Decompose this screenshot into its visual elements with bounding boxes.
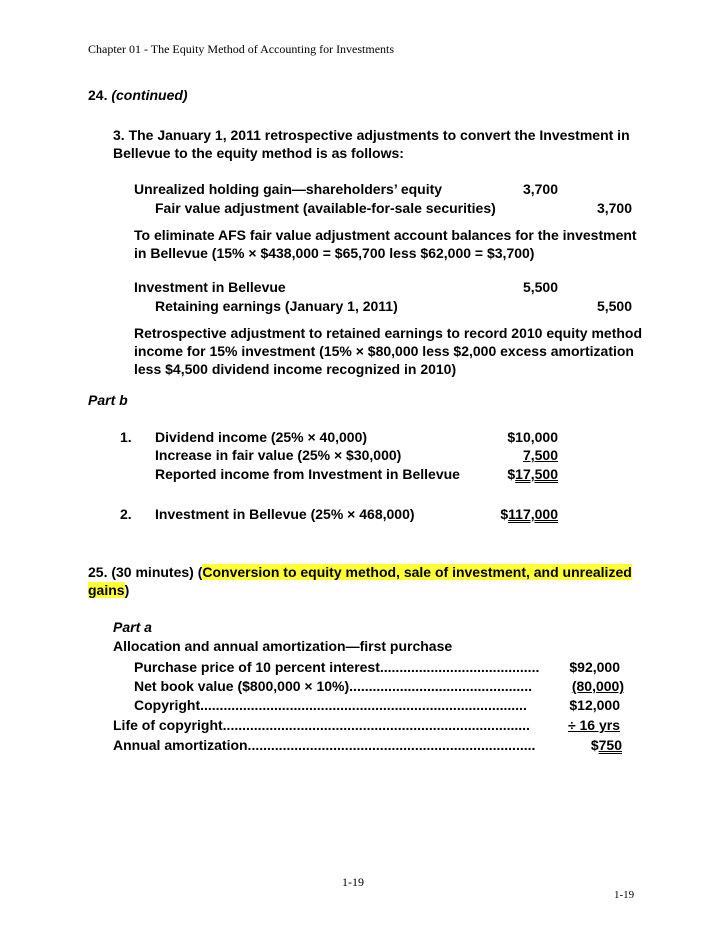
- item3-line1: 3. The January 1, 2011 retrospective adjustments to convert the Investment in: [113, 127, 630, 143]
- investment-bellevue-amount: [480, 505, 558, 523]
- entry2-credit-amount: 5,500: [596, 298, 632, 314]
- entry2-credit-label: Retaining earnings (January 1, 2011): [155, 298, 398, 314]
- part-b-label: Part b: [88, 392, 128, 408]
- copyright-label: Copyright....................................................................................: [134, 697, 527, 713]
- net-book-value-value: (80,000): [571, 678, 624, 694]
- fair-value-increase-label: Increase in fair value (25% × $30,000): [155, 447, 402, 463]
- entry1-credit-label: Fair value adjustment (available-for-sale securities): [155, 200, 496, 216]
- part-b-item1-number: 1.: [120, 429, 132, 445]
- net-book-value-label: Net book value ($800,000 × 10%)...............................................: [134, 678, 532, 694]
- entry2-note-line1: Retrospective adjustment to retained earnings to record 2010 equity method: [134, 325, 643, 341]
- annual-amortization-value: 750: [598, 737, 622, 753]
- annual-amortization-amount: [548, 736, 622, 754]
- problem-25-topic-cont: gains: [88, 582, 125, 598]
- problem-25-prefix: 25. (30 minutes) (: [88, 564, 203, 580]
- reported-income-label: Reported income from Investment in Bellevue: [155, 466, 460, 482]
- chapter-header: Chapter 01 - The Equity Method of Accounting for Investments: [88, 42, 395, 56]
- problem-24-heading: [88, 86, 188, 104]
- problem-25-suffix: ): [124, 582, 130, 598]
- problem-25-heading-line2: [88, 581, 129, 599]
- purchase-price-amount: $92,000: [569, 659, 620, 675]
- item3-line2: Bellevue to the equity method is as follows:: [113, 145, 404, 161]
- allocation-title: Allocation and annual amortization—first purchase: [113, 638, 453, 654]
- entry2-debit-label: Investment in Bellevue: [134, 279, 286, 295]
- continued-label: (continued): [111, 87, 188, 103]
- purchase-price-label: Purchase price of 10 percent interest.........................................: [134, 659, 540, 675]
- problem-number: 24.: [88, 87, 108, 103]
- entry1-note-line1: To eliminate AFS fair value adjustment account balances for the investment: [134, 227, 637, 243]
- investment-bellevue-value: 117,000: [508, 506, 558, 522]
- entry2-note-line3: less $4,500 dividend income recognized in 2010): [134, 361, 457, 377]
- dividend-income-label: Dividend income (25% × 40,000): [155, 429, 368, 445]
- part-a-label: Part a: [113, 619, 152, 635]
- annual-amortization-dollar: $: [590, 737, 599, 753]
- reported-income-value: 17,500: [515, 466, 558, 482]
- life-of-copyright-value: ÷ 16 yrs: [567, 717, 620, 733]
- reported-income-dollar: $: [507, 466, 516, 482]
- life-of-copyright-amount: [548, 716, 620, 734]
- reported-income-amount: [480, 465, 558, 483]
- entry1-note-line2: in Bellevue (15% × $438,000 = $65,700 less $62,000 = $3,700): [134, 245, 535, 261]
- entry2-note-line2: income for 15% investment (15% × $80,000 less $2,000 excess amortization: [134, 343, 634, 359]
- fair-value-increase-value: 7,500: [522, 447, 558, 463]
- page-number-center: 1-19: [342, 875, 364, 889]
- net-book-value-amount: [548, 677, 624, 695]
- entry1-debit-label: Unrealized holding gain—shareholders’ equity: [134, 181, 443, 197]
- problem-25-topic: Conversion to equity method, sale of investment, and unrealized: [202, 564, 632, 580]
- part-b-item2-number: 2.: [120, 506, 132, 522]
- dividend-income-amount: $10,000: [507, 429, 558, 445]
- page-number-right: 1-19: [614, 889, 635, 901]
- investment-bellevue-dollar: $: [500, 506, 509, 522]
- entry2-debit-amount: 5,500: [522, 279, 558, 295]
- copyright-amount: $12,000: [569, 697, 620, 713]
- investment-bellevue-label: Investment in Bellevue (25% × 468,000): [155, 506, 415, 522]
- fair-value-increase-amount: [480, 446, 558, 464]
- life-of-copyright-label: Life of copyright...............................................................................: [113, 717, 530, 733]
- entry1-credit-amount: 3,700: [596, 200, 632, 216]
- annual-amortization-label: Annual amortization..........................................................................: [113, 737, 536, 753]
- entry1-debit-amount: 3,700: [522, 181, 558, 197]
- problem-25-heading-line1: [88, 563, 632, 581]
